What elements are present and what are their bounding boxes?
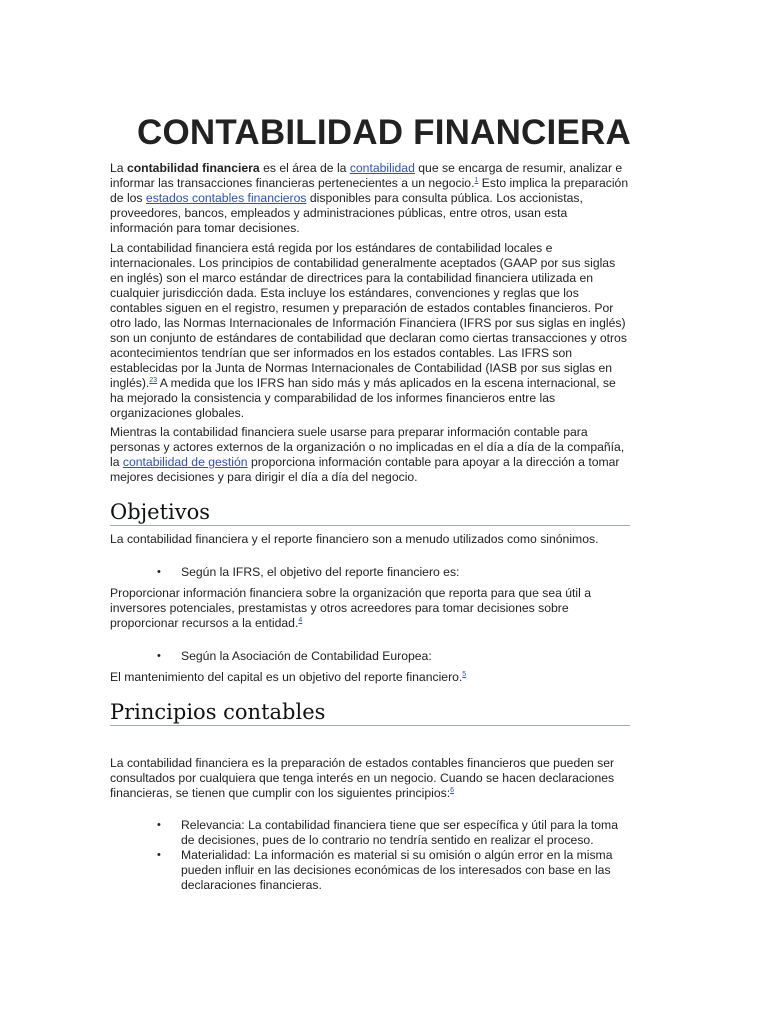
list-item: • Materialidad: La información es material si su omisión o algún error en la misma pueden influir en las decisiones económicas de los interesados con base en las declaraciones financieras. bbox=[110, 848, 630, 893]
objetivos-paragraph-3 bbox=[110, 670, 630, 685]
citation-ref[interactable]: 1 bbox=[474, 176, 479, 184]
text: La bbox=[110, 161, 127, 175]
objetivos-bullet-2 bbox=[110, 649, 630, 664]
text: Mientras la contabilidad financiera suele usarse para preparar información contable para personas y actores externos de la organización o no implicadas en el día a día de la compañía, la bbox=[110, 425, 625, 469]
list-item: • Relevancia: La contabilidad financiera tiene que ser específica y útil para la toma de decisiones, pues de lo contrario no tendría sentido en realizar el proceso. bbox=[110, 818, 630, 848]
section-principios bbox=[110, 699, 630, 726]
intro-paragraph-1 bbox=[110, 161, 630, 236]
principios-paragraph-1 bbox=[110, 756, 630, 801]
citation-ref[interactable]: 4 bbox=[298, 616, 303, 624]
intro-paragraph-2 bbox=[110, 241, 630, 421]
link-contabilidad-gestion[interactable]: contabilidad de gestión bbox=[122, 455, 248, 469]
text: A medida que los IFRS han sido más y más aplicados en la escena internacional, se ha mejorado la consistencia y comparabilidad de los informes financieros entre las organizaciones globales. bbox=[110, 376, 616, 420]
text: Proporcionar información financiera sobre la organización que reporta para que sea útil a inversores potenciales, prestamistas y otros acreedores para tomar decisiones sobre proporcionar recursos a la entidad. bbox=[110, 586, 592, 630]
text: La contabilidad financiera está regida por los estándares de contabilidad locales e internacionales. Los principios de contabilidad generalmente aceptados (GAAP por sus siglas en inglés) son el marco estándar de directrices para la contabilidad financiera utilizada en cualquier jurisdicción dada. Esta incluye los estándares, convenciones y reglas que los contables siguen en el registro, resumen y preparación de estados contables financieros. Por otro lado, las Normas Internacionales de Información Financiera (IFRS por sus siglas en inglés) son un conjunto de estándares de contabilidad que declaran como ciertas transacciones y otros acontecimientos tendrían que ser informados en los estados contables. Las IFRS son establecidas por la Junta de Normas Internacionales de Contabilidad (IASB por sus siglas en inglés). bbox=[110, 241, 627, 390]
section-heading-principios: Principios contables bbox=[110, 699, 630, 726]
list-item: • Según la IFRS, el objetivo del reporte financiero es: bbox=[110, 565, 630, 580]
citation-ref[interactable]: 23 bbox=[149, 376, 158, 384]
text: es el área de la bbox=[259, 161, 350, 175]
citation-ref[interactable]: 5 bbox=[462, 670, 467, 678]
paragraph-text: La contabilidad financiera y el reporte financiero son a menudo utilizados como sinónimos. bbox=[110, 532, 599, 546]
bold-term: contabilidad financiera bbox=[126, 161, 260, 175]
section-objetivos bbox=[110, 499, 630, 526]
citation-ref[interactable]: 6 bbox=[450, 786, 454, 794]
link-estados-contables[interactable]: estados contables financieros bbox=[145, 191, 307, 205]
objetivos-paragraph-2 bbox=[110, 586, 630, 631]
list-item: • Según la Asociación de Contabilidad Europea: bbox=[110, 649, 630, 664]
text: El mantenimiento del capital es un objetivo del reporte financiero. bbox=[110, 670, 463, 684]
objetivos-paragraph-1 bbox=[110, 532, 630, 547]
text: proporciona información contable para apoyar a la dirección a tomar mejores decisiones y para dirigir el día a día del negocio. bbox=[110, 455, 620, 484]
text: disponibles para consulta pública. Los accionistas, proveedores, bancos, empleados y administraciones públicas, entre otros, usan esta información para tomar decisiones. bbox=[110, 191, 583, 235]
section-heading-objetivos: Objetivos bbox=[110, 499, 630, 526]
intro-paragraph-3 bbox=[110, 425, 630, 485]
page-title: CONTABILIDAD FINANCIERA bbox=[137, 113, 631, 152]
text: Esto implica la preparación de los bbox=[110, 176, 629, 205]
text: La contabilidad financiera es la preparación de estados contables financieros que pueden ser consultados por cualquiera que tenga interés en un negocio. Cuando se hacen declaraciones financieras, se tienen que cumplir con los siguientes principios: bbox=[110, 756, 615, 800]
principios-list bbox=[110, 818, 630, 893]
objetivos-bullet-1 bbox=[110, 565, 630, 580]
link-contabilidad[interactable]: contabilidad bbox=[349, 161, 415, 175]
text: que se encarga de resumir, analizar e informar las transacciones financieras pertenecientes a un negocio. bbox=[110, 161, 623, 190]
